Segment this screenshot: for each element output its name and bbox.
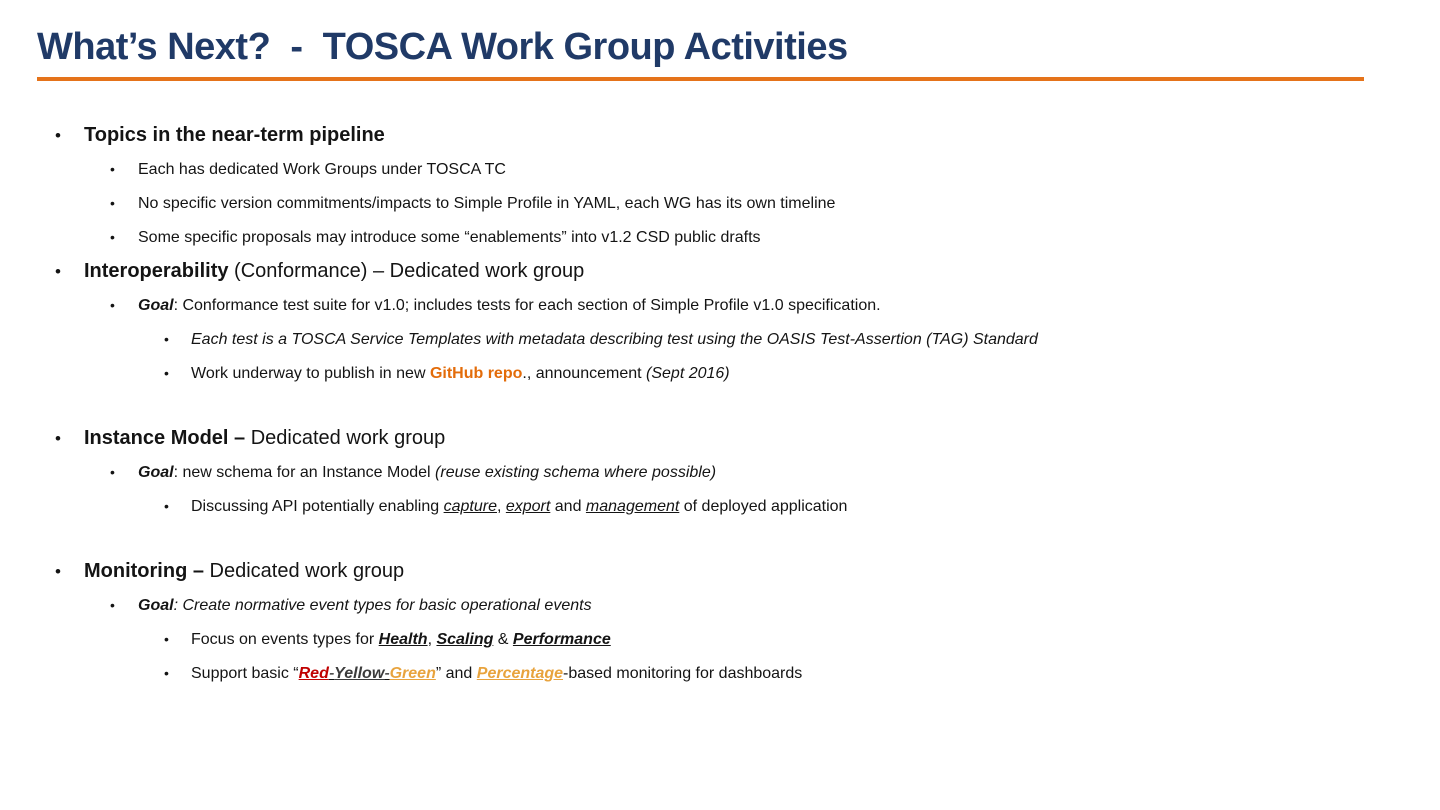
bullet-line	[0, 122, 1440, 149]
text-segment: ,	[427, 631, 437, 648]
text-segment: Support basic “	[191, 665, 299, 682]
bullet-icon: •	[164, 498, 169, 514]
bullet-text	[138, 293, 1440, 319]
bullet-icon: •	[164, 631, 169, 647]
text-segment: Each test is a TOSCA Service Templates with metadata describing test using the OASIS Test-Assertion (TAG) Standard	[191, 331, 1038, 348]
text-segment: Goal	[138, 464, 174, 481]
bullet-line	[0, 493, 1440, 520]
text-segment: Yellow	[334, 665, 385, 682]
text-segment: Goal	[138, 597, 174, 614]
bullet-icon: •	[55, 262, 61, 281]
bullet-icon: •	[110, 597, 115, 613]
bullet-line	[0, 459, 1440, 486]
text-segment: Each has dedicated Work Groups under TOSCA TC	[138, 161, 506, 178]
text-segment: -based monitoring for dashboards	[563, 665, 803, 682]
bullet-text	[191, 361, 1440, 387]
slide-body	[0, 116, 1440, 694]
bullet-line	[0, 425, 1440, 452]
text-segment: -	[384, 665, 390, 682]
text-segment: Health	[378, 631, 428, 648]
bullet-text	[138, 593, 1440, 619]
text-segment: Dedicated work group	[250, 427, 446, 449]
bullet-icon: •	[164, 365, 169, 381]
text-segment: capture	[443, 498, 497, 515]
bullet-icon: •	[55, 126, 61, 145]
bullet-text	[84, 122, 1440, 148]
bullet-text	[191, 661, 1440, 687]
text-segment: Topics in the near-term pipeline	[84, 124, 385, 146]
text-segment: Scaling	[436, 631, 494, 648]
text-segment: Dedicated work group	[209, 560, 405, 582]
bullet-line	[0, 292, 1440, 319]
bullet-icon: •	[164, 665, 169, 681]
bullet-text	[191, 627, 1440, 653]
text-segment: ., announcement	[522, 365, 647, 382]
text-segment: and	[550, 498, 586, 515]
bullet-icon: •	[110, 297, 115, 313]
bullet-line	[0, 326, 1440, 353]
text-segment: of deployed application	[679, 498, 848, 515]
bullet-line	[0, 592, 1440, 619]
bullet-line	[0, 156, 1440, 183]
bullet-icon: •	[110, 229, 115, 245]
text-segment: Some specific proposals may introduce some “enablements” into v1.2 CSD public drafts	[138, 229, 761, 246]
bullet-icon: •	[55, 562, 61, 581]
bullet-text	[138, 225, 1440, 251]
bullet-icon: •	[110, 161, 115, 177]
bullet-text	[138, 191, 1440, 217]
bullet-line	[0, 558, 1440, 585]
bullet-text	[84, 425, 1440, 451]
text-segment: Percentage	[476, 665, 564, 682]
bullet-line	[0, 224, 1440, 251]
text-segment: Green	[389, 665, 436, 682]
text-segment: Work underway to publish in new	[191, 365, 430, 382]
text-segment: No specific version commitments/impacts to Simple Profile in YAML, each WG has its own timeline	[138, 195, 836, 212]
text-segment: &	[493, 631, 513, 648]
text-segment: : Conformance test suite for v1.0; includes tests for each section of Simple Profile v1.0 specification.	[173, 297, 881, 314]
slide-title: What’s Next? - TOSCA Work Group Activities	[37, 26, 848, 68]
bullet-text	[191, 494, 1440, 520]
bullet-line	[0, 626, 1440, 653]
text-segment: Goal	[138, 297, 174, 314]
bullet-line	[0, 360, 1440, 387]
text-segment: Focus on events types for	[191, 631, 379, 648]
text-segment: Discussing API potentially enabling	[191, 498, 444, 515]
text-segment: ,	[496, 498, 506, 515]
text-segment: : Create normative event types for basic operational events	[173, 597, 592, 614]
text-segment: (reuse existing schema where possible)	[435, 464, 717, 481]
text-segment: Interoperability	[84, 260, 229, 282]
text-segment: Performance	[512, 631, 611, 648]
bullet-line	[0, 258, 1440, 285]
text-segment: (Sept 2016)	[646, 365, 730, 382]
text-segment: Instance Model –	[84, 427, 251, 449]
bullet-line	[0, 660, 1440, 687]
text-segment: Red	[298, 665, 329, 682]
bullet-text	[138, 460, 1440, 486]
github-repo-link[interactable]: GitHub repo	[429, 365, 523, 382]
title-underline	[37, 77, 1364, 81]
bullet-icon: •	[110, 464, 115, 480]
bullet-text	[84, 258, 1440, 284]
bullet-icon: •	[164, 331, 169, 347]
text-segment: -	[328, 665, 335, 682]
text-segment: ” and	[435, 665, 477, 682]
bullet-icon: •	[110, 195, 115, 211]
text-segment: Monitoring –	[84, 560, 210, 582]
text-segment: management	[585, 498, 680, 515]
text-segment: export	[505, 498, 551, 515]
bullet-text	[191, 327, 1440, 353]
bullet-icon: •	[55, 429, 61, 448]
bullet-line	[0, 190, 1440, 217]
text-segment: : new schema for an Instance Model	[173, 464, 436, 481]
text-segment: (Conformance) – Dedicated work group	[228, 260, 585, 282]
bullet-text	[84, 558, 1440, 584]
bullet-text	[138, 157, 1440, 183]
